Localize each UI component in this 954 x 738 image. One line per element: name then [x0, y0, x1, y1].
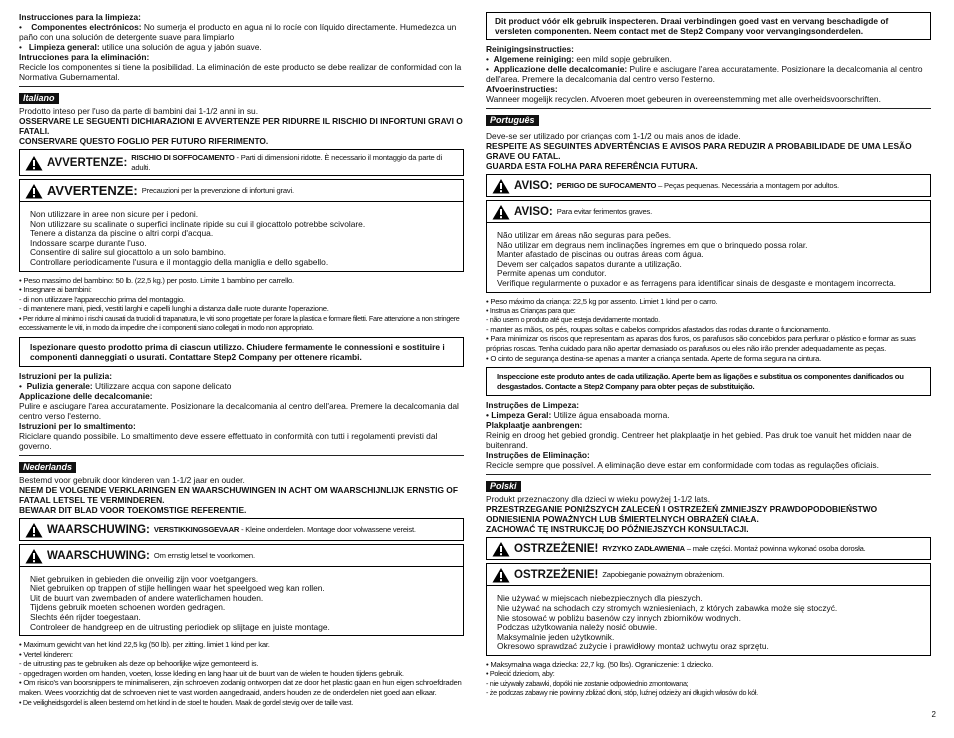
pt-precautions-list — [486, 223, 931, 293]
list-item: Devem ser calçados sapatos durante a utilização. — [497, 258, 682, 269]
list-item: Non utilizzare su scalinate o superfici inclinate ripide su cui il giocattolo potrebbe scivolare. — [30, 218, 366, 229]
pt-inspection-note: Inspeccione este produto antes de cada utilização. Aperte bem as ligações e substitua os componentes danificados ou desgastados. Contacte a Step2 Company para obter peças de substituição. — [486, 367, 931, 396]
nl-cleaning: • Algemene reiniging: een mild sopje gebruiken. — [486, 54, 672, 64]
pt-decal-text: Reinig en droog het gebied grondig. Centreer het plakplaatje in het gebied. Pas druk toe vanuit het midden naar de buitenrand. — [486, 430, 912, 451]
pt-bullet-weight: • Peso máximo da criança: 22,5 kg por assento. Limiet 1 kind per o carro. — [486, 296, 718, 306]
pl-warning-injury: OSTRZEŻENIE! Zapobieganie poważnym obrażeniom. — [486, 563, 931, 586]
it-warning-choking: AVVERTENZE: RISCHIO DI SOFFOCAMENTO - Parti di dimensioni ridotte. È necessario il montaggio da parte di adulti. — [19, 149, 464, 176]
pt-intro: Deve-se ser utilizado por crianças com 1-1/2 ou mais anos de idade. — [486, 131, 741, 141]
it-inspection-note: Ispezionare questo prodotto prima di ciascun utilizzo. Chiudere fermamente le connessioni e sostituire i componenti danneggiati o usurati. Contattare Step2 Company per ottenere ricambi. — [19, 337, 464, 367]
nederlands-heading: Nederlands — [19, 462, 76, 473]
es-cleaning-title: Instrucciones para la limpieza: — [19, 12, 141, 22]
nl-disposal-text: Wanneer mogelijk recyclen. Afvoeren moet gebeuren in overeenstemming met alle overheidsvoorschriften. — [486, 94, 881, 104]
portugues-heading: Português — [486, 115, 539, 126]
it-decal-title: Applicazione delle decalcomanie: — [19, 390, 153, 401]
list-item: Consentire di salire sul giocattolo a un solo bambino. — [30, 247, 226, 258]
pl-intro: Produkt przeznaczony dla dzieci w wieku powyżej 1-1/2 lats. — [486, 494, 710, 505]
divider — [19, 455, 464, 456]
es-disposal-text: Recicle los componentes si tiene la posibilidad. La eliminación de este producto se debe realizar de conformidad con la Normativa Gubernamental. — [19, 62, 462, 82]
nl-warning-injury: WAARSCHUWING: Om ernstig letsel te voorkomen. — [19, 544, 464, 567]
pt-bullet-children: • Instrua as Crianças para que: - não usem o produto até que esteja devidamente montado. — [486, 306, 660, 325]
right-column — [486, 12, 931, 697]
nl-bullets: • Maximum gewicht van het kind 22,5 kg (50 lb). per zitting. limiet 1 kind per kar. • Vertel kinderen: - de uitrusting pas te gebruiken als deze op behoorlijke wijze gemonteerd is. - opgedragen worden om handen, voeten, losse kleding en lang haar uit de buurt van de wielen te houden tijdens gebruik. • Om risico's van boorsnippers te minimaliseren, zijn schroeven zodanig ontworpen dat ze door het plastic gaan en hun eigen schroefdraden maken. Wees voorzichtig dat de schroeven niet te vast worden aangedraaid, anders houden ze de onderdelen niet goed aan elkaar. — [19, 640, 462, 698]
page-number: 2 — [931, 710, 936, 719]
list-item: Controleer de handgreep en de uitrusting periodiek op slijtage en juiste montage. — [30, 621, 330, 632]
it-intro: Prodotto inteso per l'uso da parte di bambini dai 1-1/2 anni in su. — [19, 106, 259, 116]
list-item: Non utilizzare in aree non sicure per i pedoni. — [30, 209, 199, 219]
pl-warning-choking: OSTRZEŻENIE! RYZYKO ZADŁAWIENIA – małe części. Montaż powinna wykonać osoba dorosła. — [486, 537, 931, 560]
warning-triangle-icon — [492, 541, 510, 557]
warning-triangle-icon — [25, 522, 43, 538]
list-item: Niet gebruiken op trappen of stijle hellingen waar het speelgoed weg kan rollen. — [30, 583, 325, 594]
polski-heading: Polski — [486, 481, 521, 492]
list-item: Nie używać na schodach czy stromych wzniesieniach, z których zabawka może się stoczyć. — [497, 602, 838, 613]
warning-triangle-icon — [25, 548, 43, 564]
pt-cleaning: • Limpeza Geral: Utilize água ensaboada morna. — [486, 410, 670, 421]
nl-intro: Bestemd voor gebruik door kinderen van 1-1/2 jaar en ouder. — [19, 474, 245, 485]
list-item: Permite apenas um condutor. — [497, 268, 607, 279]
list-item: Uit de buurt van zwembaden of andere waterlichamen houden. — [30, 592, 264, 603]
warning-triangle-icon — [492, 204, 510, 220]
es-disposal-title: Intrucciones para la eliminación: — [19, 52, 150, 62]
list-item: Indossare scarpe durante l'uso. — [30, 237, 147, 248]
nl-cleaning-title: Reinigingsinstructies: — [486, 44, 574, 54]
it-bullets: • Peso massimo del bambino: 50 lb. (22,5 kg.) per posto. Limite 1 bambino per carrello. • Insegnare ai bambini: - di non utilizzare l'apparecchio prima del montaggio. - di mantenere mani, piedi, vestiti larghi e capelli lunghi a distanza dalle ruote durante l'operazione. — [19, 275, 329, 314]
it-decal-text: Pulire e asciugare l'area accuratamente. Posizionare la decalcomania al centro dell'area. Premere la decalcomania dal centro verso l'esterno. — [19, 400, 459, 421]
es-electronic: • Componentes electrónicos: No sumerja el producto en agua ni lo rocíe con líquido directamente. Humedezca un paño con una solución de detergente suave para limpiarlo — [19, 22, 457, 42]
es-general: • Limpieza general: utilice una solución de agua y jabón suave. — [19, 42, 262, 52]
list-item: Verifique regularmente o puxador e as ferragens para identificar sinais de desgaste e montagem incorrecta. — [497, 277, 896, 288]
list-item: Okresowo sprawdzać zużycie i prawidłowy montaż uchwytu oraz sprzętu. — [497, 641, 769, 652]
list-item: Niet gebruiken in gebieden die onveilig zijn voor voetgangers. — [30, 573, 259, 584]
nl-warning-choking: WAARSCHUWING: VERSTIKKINGSGEVAAR - Kleine onderdelen. Montage door volwassene vereist. — [19, 518, 464, 541]
pt-disposal-title: Instruções de Eliminação: — [486, 450, 590, 461]
nl-disposal-title: Afvoerinstructies: — [486, 84, 558, 94]
list-item: Controllare periodicamente l'usura e il montaggio della maniglia e dello sgabello. — [30, 256, 329, 267]
divider — [486, 108, 931, 109]
warning-triangle-icon — [492, 178, 510, 194]
pt-cleaning-title: Instruções de Limpeza: — [486, 400, 580, 411]
pt-disposal-text: Recicle sempre que possível. A eliminação deve estar em conformidade com todas as regulações oficiais. — [486, 460, 879, 471]
pl-intro-bold: PRZESTRZEGANIE PONIŻSZYCH ZALECEŃ I OSTRZEŻEŃ ZMNIEJSZY PRAWDOPODOBIEŃSTWO ODNIESIENIA POWAŻNYCH LUB ŚMIERTELNYCH OBRAŻEŃ CIAŁA. ZACHOWAĆ TĘ INSTRUKCJĘ DO PÓŹNIEJSZYCH KONSULTACJI. — [486, 504, 878, 535]
pl-precautions-list — [486, 586, 931, 656]
list-item: Nie stosować w pobliżu basenów czy innych zbiorników wodnych. — [497, 612, 741, 623]
pt-bullets-more: - manter as mãos, os pés, roupas soltas e cabelos compridos afastados das rodas durante o funcionamento. • Para minimizar os riscos que representam as aparas dos furos, os parafusos são concebidos para perfurar o plástico e formar as suas próprias roscas. Tenha cuidado para não apertar demasiado os parafusos ou eles não irão prender adequadamente as peças. • O cinto de segurança destina-se apenas a manter a criança sentada. Aperte de forma segura na cintura. — [486, 324, 916, 363]
left-column — [19, 12, 464, 707]
list-item: Não utilizar em degraus nem inclinações íngremes em que o brinquedo possa rolar. — [497, 239, 808, 250]
pt-intro-bold: RESPEITE AS SEGUINTES ADVERTÊNCIAS E AVISOS PARA REDUZIR A PROBABILIDADE DE UMA LESÃO GRAVE OU FATAL. GUARDA ESTA FOLHA PARA REFERÊNCIA FUTURA. — [486, 141, 912, 171]
it-warning-injury: AVVERTENZE: Precauzioni per la prevenzione di infortuni gravi. — [19, 179, 464, 202]
warning-triangle-icon — [492, 567, 510, 583]
it-precautions-list — [19, 202, 464, 272]
divider — [486, 474, 931, 475]
list-item: Manter afastado de piscinas ou outras áreas com água. — [497, 249, 704, 260]
list-item: Slechts één rijder toegestaan. — [30, 611, 141, 622]
nl-precautions-list — [19, 567, 464, 637]
pl-bullet-weight: • Maksymalna waga dziecka: 22,7 kg. (50 lbs). Ograniczenie: 1 dziecko. — [486, 659, 714, 669]
it-cleaning: • Pulizia generale: Utilizzare acqua con sapone delicato — [19, 380, 232, 391]
warning-triangle-icon — [25, 183, 43, 199]
pt-decal-title: Plakplaatje aanbrengen: — [486, 420, 583, 431]
it-disposal-text: Riciclare quando possibile. Lo smaltimento deve essere effettuato in conformità con tutti i regolamenti previsti dal governo. — [19, 430, 438, 451]
list-item: Tijdens gebruik moeten schoenen worden gedragen. — [30, 602, 226, 613]
it-disposal-title: Istruzioni per lo smaltimento: — [19, 420, 136, 431]
pt-warning-injury: AVISO: Para evitar ferimentos graves. — [486, 200, 931, 223]
nl-decal: • Applicazione delle decalcomanie: Pulire e asciugare l'area accuratamente. Posizionare la decalcomania al centro dell'area. Premere la decalcomania dal centro verso l'esterno. — [486, 64, 923, 84]
list-item: Não utilizar em áreas não seguras para peões. — [497, 230, 672, 240]
list-item: Nie używać w miejscach niebezpiecznych dla pieszych. — [497, 593, 703, 604]
it-intro-bold: OSSERVARE LE SEGUENTI DICHIARAZIONI E AVVERTENZE PER RIDURRE IL RISCHIO DI INFORTUNI GRAVI O FATALI. CONSERVARE QUESTO FOGLIO PER FUTURO RIFERIMENTO. — [19, 116, 463, 146]
pt-warning-choking: AVISO: PERIGO DE SUFOCAMENTO – Peças pequenas. Necessária a montagem por adultos. — [486, 174, 931, 197]
italiano-heading: Italiano — [19, 93, 59, 104]
list-item: Maksymalnie jeden użytkownik. — [497, 631, 615, 642]
list-item: Tenere a distanza da piscine o altri corpi d'acqua. — [30, 228, 214, 239]
list-item: Podczas użytkowania należy nosić obuwie. — [497, 622, 658, 633]
pl-bullet-children: • Polecić dzieciom, aby: - nie używały zabawki, dopóki nie zostanie odpowiednio zmontowana; - że podczas zabawy nie powinny zbliżać dłoni, stóp, luźnej odzieży ani długich włosów do kół. — [486, 669, 758, 698]
warning-triangle-icon — [25, 155, 43, 171]
nl-bullet-seatbelt: • De veiligheidsgordel is alleen bestemd om het kind in de stoel te houden. Maak de gordel stevig over de taille vast. — [19, 697, 353, 707]
it-bullet-screws: • Per ridurre al minimo i rischi causati da trucioli di trapanatura, le viti sono progettate per forare la plastica e formare filetti. Fare attenzione a non stringere eccessivamente le viti, in modo da impedire che i componenti siano collegati in modo non appropriato. — [19, 313, 460, 333]
nl-intro-bold: NEEM DE VOLGENDE VERKLARINGEN EN WAARSCHUWINGEN IN ACHT OM WAARSCHIJNLIJK ERNSTIG OF FATAAL LETSEL TE VERMINDEREN. BEWAAR DIT BLAD VOOR TOEKOMSTIGE REFERENTIE. — [19, 484, 458, 515]
nl-inspection-note: Dit product vóór elk gebruik inspecteren. Draai verbindingen goed vast en vervang beschadigde of versleten componenten. Neem contact met de Step2 Company voor vervangingsonderdelen. — [486, 12, 931, 40]
it-cleaning-title: Istruzioni per la pulizia: — [19, 370, 113, 381]
divider — [19, 86, 464, 87]
